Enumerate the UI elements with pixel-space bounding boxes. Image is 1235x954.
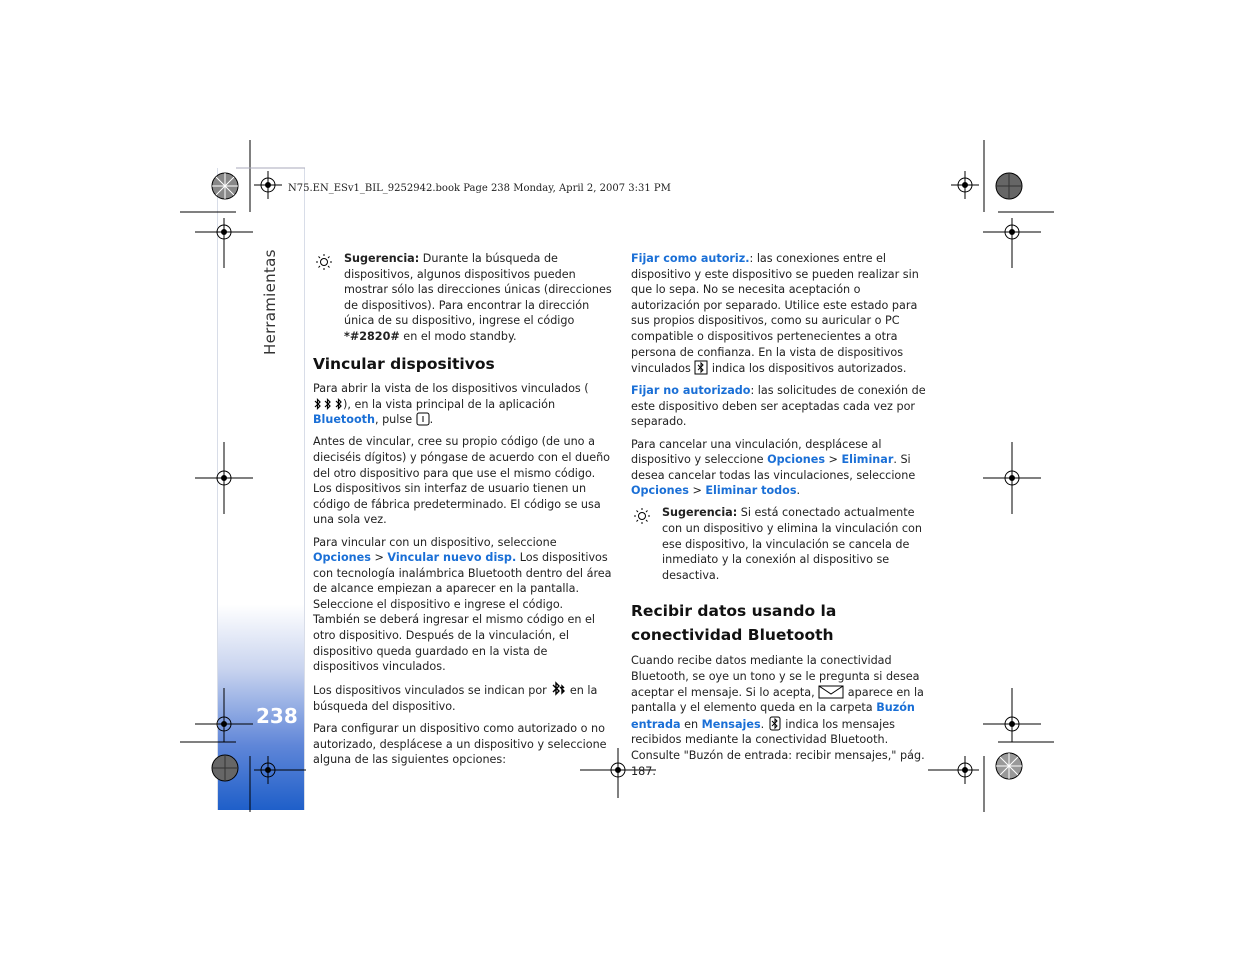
buzon-entrada-link[interactable]: Buzón entrada <box>631 701 915 731</box>
fijar-autoriz-link[interactable]: Fijar como autoriz. <box>631 252 750 265</box>
text: Para abrir la vista de los dispositivos vinculados ( <box>313 382 589 396</box>
text: Los dispositivos con tecnología inalámbrica Bluetooth dentro del área de alcance empiezan a aparecer en la pantalla. Seleccione el dispositivo e ingrese el código. También se deberá ingresar el mismo código en el otro dispositivo. Después de la vinculación, el dispositivo queda guardado en la vista de dispositivos vinculados. <box>313 551 612 674</box>
tip-box <box>313 251 613 345</box>
tip-label: Sugerencia: <box>662 506 738 520</box>
page-number: 238 <box>256 704 298 728</box>
text: , pulse <box>374 413 416 427</box>
text: ), en la vista principal de la aplicación <box>343 397 556 411</box>
text: en <box>680 717 702 731</box>
text: . <box>429 413 434 427</box>
right-column <box>631 251 931 786</box>
text: > <box>370 551 388 565</box>
tip-code: *#2820# <box>344 329 400 343</box>
opciones-link[interactable]: Opciones <box>631 484 689 498</box>
fijar-no-autorizado-link[interactable]: Fijar no autorizado <box>631 384 751 398</box>
paragraph: Para configurar un dispositivo como autorizado o no autorizado, desplácese a un dispositivo y seleccione alguna de las siguientes opciones: <box>313 722 607 767</box>
text: . <box>796 484 801 498</box>
text: . Si desea cancelar todas las vinculaciones, seleccione <box>631 453 916 482</box>
text: : las conexiones entre el dispositivo y este dispositivo se pueden realizar sin que lo sepa. No se necesita aceptación o autorización por separado. Utilice este estado para sus propios dispositivos, como su auricular o PC compatible o dispositivos pertenecientes a otra persona de confianza. En la vista de dispositivos vinculados <box>631 252 919 376</box>
text: : las solicitudes de conexión de este dispositivo deben ser aceptadas cada vez por separado. <box>631 384 926 429</box>
text: indica los dispositivos autorizados. <box>708 362 907 376</box>
opciones-link[interactable]: Opciones <box>767 453 825 467</box>
text: en la búsqueda del dispositivo. <box>313 684 598 713</box>
paragraph <box>631 383 931 430</box>
bluetooth-app-link[interactable]: Bluetooth <box>313 413 375 427</box>
section-heading: Vincular dispositivos <box>313 354 495 373</box>
section-label: Herramientas <box>261 249 279 355</box>
text: Para vincular con un dispositivo, seleccione <box>313 535 557 549</box>
tip-text-end: en el modo standby. <box>399 329 517 343</box>
text: Los dispositivos vinculados se indican por <box>313 684 551 698</box>
text: . <box>760 717 768 731</box>
text: > <box>688 484 706 498</box>
text: > <box>825 453 842 467</box>
left-column <box>313 251 613 774</box>
paragraph <box>631 437 931 499</box>
key-icon <box>416 412 430 426</box>
paragraph <box>631 251 931 377</box>
opciones-link[interactable]: Opciones <box>313 551 371 565</box>
envelope-icon <box>818 685 844 699</box>
text: aparece en la pantalla y el elemento queda en la carpeta <box>631 685 924 715</box>
print-header-line: N75.EN_ESv1_BIL_9252942.book Page 238 Monday, April 2, 2007 3:31 PM <box>288 183 671 194</box>
lightbulb-icon <box>633 507 651 525</box>
paragraph <box>313 681 613 714</box>
bluetooth-paired-icons <box>313 397 343 411</box>
heading-line: conectividad Bluetooth <box>631 626 834 645</box>
tip-label: Sugerencia: <box>344 252 420 265</box>
tip-text: Si está conectado actualmente con un dispositivo y elimina la vinculación con ese dispositivo, la vinculación se cancela de inmediato y la conexión al dispositivo se desactiva. <box>662 506 922 582</box>
eliminar-todos-link[interactable]: Eliminar todos <box>705 484 797 498</box>
tip-box <box>631 505 931 583</box>
eliminar-link[interactable]: Eliminar <box>841 453 894 467</box>
paired-device-icon <box>550 681 566 697</box>
tip-text: Durante la búsqueda de dispositivos, algunos dispositivos pueden mostrar sólo las direcciones únicas (direcciones de dispositivos). Para encontrar la dirección única de su dispositivo, ingrese el código <box>344 252 612 328</box>
mensajes-link[interactable]: Mensajes <box>701 717 761 731</box>
section-heading <box>631 599 931 647</box>
paragraph <box>313 381 613 428</box>
lightbulb-icon <box>315 253 333 271</box>
paragraph <box>313 535 613 675</box>
text: Para cancelar una vinculación, desplácese al dispositivo y seleccione <box>631 437 882 467</box>
bluetooth-message-icon <box>768 716 782 731</box>
text: Cuando recibe datos mediante la conectividad Bluetooth, se oye un tono y se le pregunta si desea aceptar el mensaje. Si lo acepta, <box>631 654 920 699</box>
heading-line: Recibir datos usando la <box>631 602 837 621</box>
paragraph <box>631 653 931 779</box>
authorized-device-icon <box>694 360 708 375</box>
text: indica los mensajes recibidos mediante la conectividad Bluetooth. Consulte "Buzón de entrada: recibir mensajes," pág. 187. <box>631 717 925 778</box>
vincular-nuevo-link[interactable]: Vincular nuevo disp. <box>387 551 517 565</box>
paragraph: Antes de vincular, cree su propio código (de uno a dieciséis dígitos) y póngase de acuerdo con el dueño del otro dispositivo para que use el mismo código. Los dispositivos sin interfaz de usuario tienen un código de fábrica predeterminado. El código se usa una sola vez. <box>313 435 611 527</box>
